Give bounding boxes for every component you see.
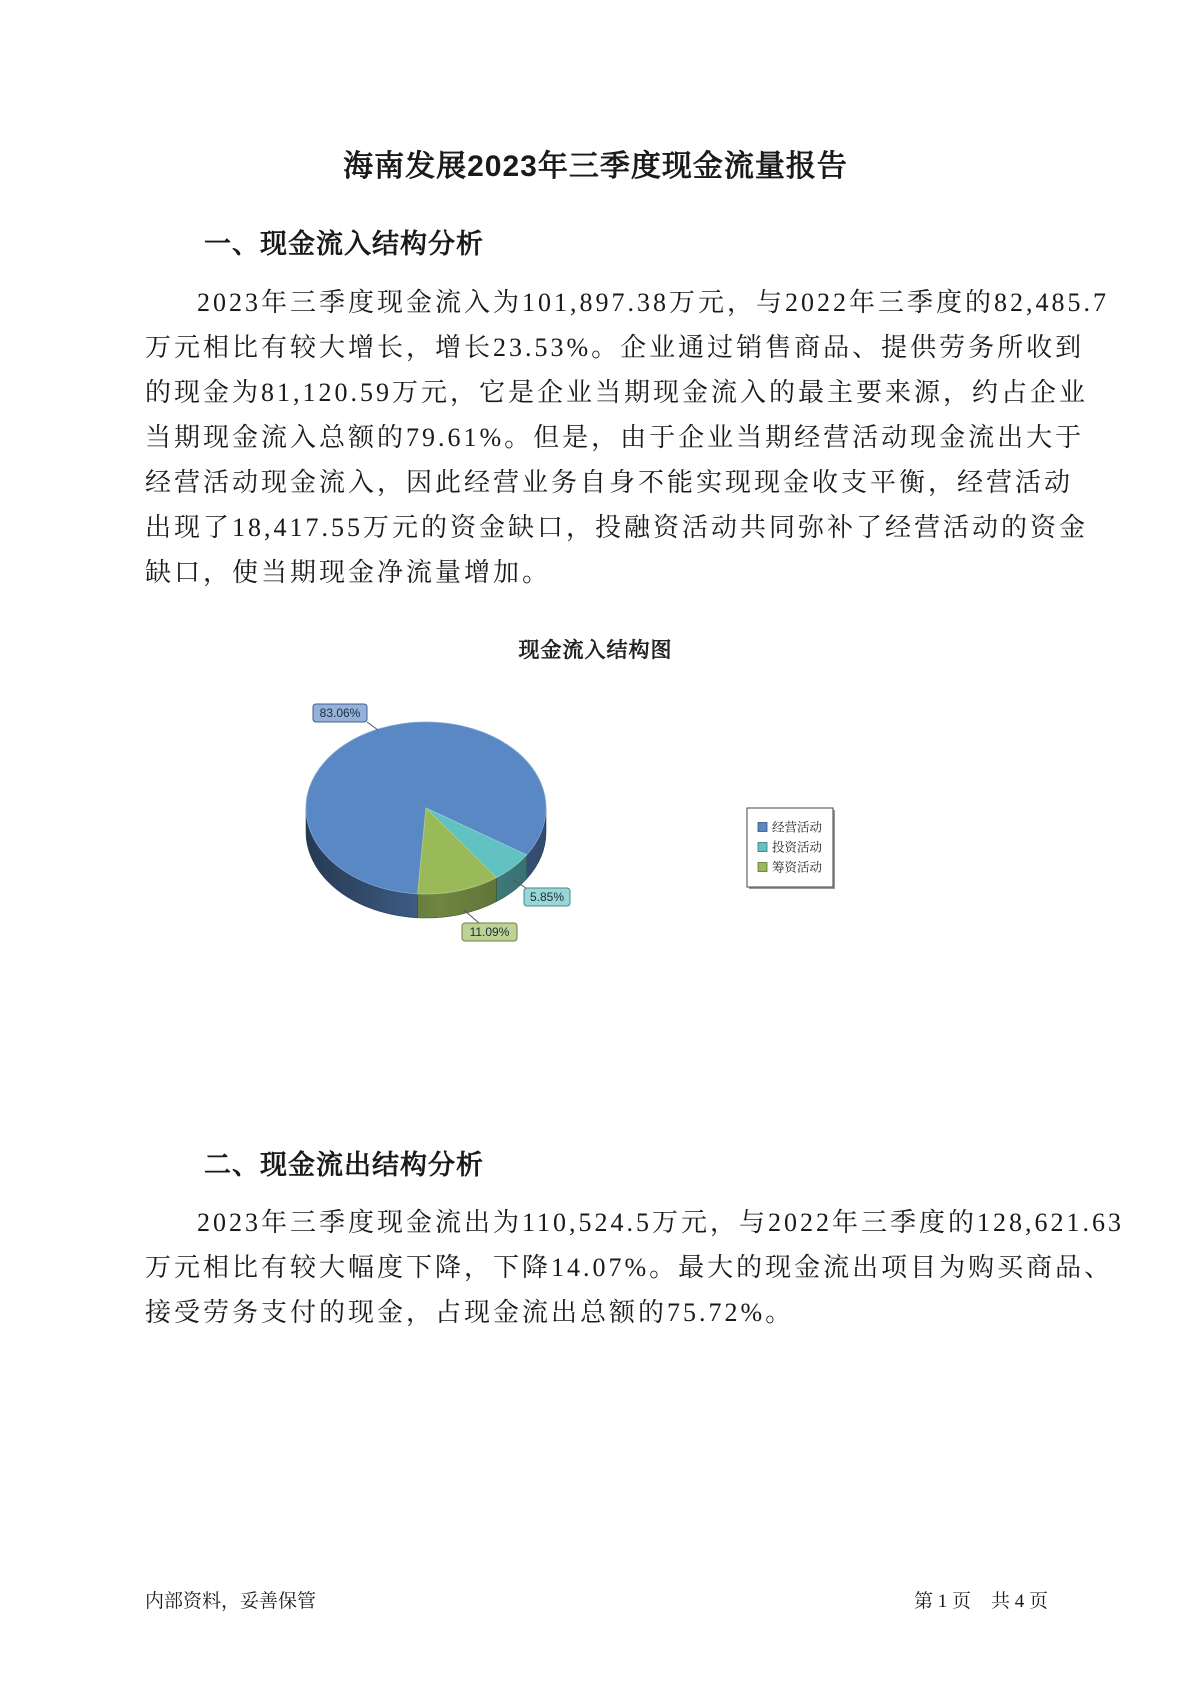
- paragraph-line: 出现了18,417.55万元的资金缺口，投融资活动共同弥补了经营活动的资金: [145, 513, 1089, 542]
- legend-swatch: [758, 823, 767, 832]
- data-label-leader: [367, 722, 378, 730]
- document-title: 海南发展2023年三季度现金流量报告: [343, 150, 848, 183]
- paragraph-inflow: [145, 280, 1109, 595]
- section-heading-inflow: 一、现金流入结构分析: [204, 229, 484, 259]
- data-label: 11.09%: [469, 925, 510, 940]
- chart-title: 现金流入结构图: [518, 638, 673, 662]
- legend-swatch: [758, 863, 767, 872]
- paragraph-line: 缺口，使当期现金净流量增加。: [145, 558, 552, 587]
- footer-note: 内部资料，妥善保管: [145, 1591, 317, 1612]
- paragraph-line: 2023年三季度现金流出为110,524.5万元，与2022年三季度的128,621.63: [197, 1208, 1125, 1237]
- paragraph-outflow: [145, 1200, 1124, 1335]
- paragraph-line: 万元相比有较大增长，增长23.53%。企业通过销售商品、提供劳务所收到: [145, 333, 1085, 362]
- legend-label: 投资活动: [772, 840, 823, 855]
- legend-label: 经营活动: [772, 820, 823, 835]
- legend-swatch: [758, 843, 767, 852]
- total-pages-label: 共 4 页: [990, 1591, 1048, 1612]
- paragraph-line: 经营活动现金流入，因此经营业务自身不能实现现金收支平衡，经营活动: [145, 468, 1074, 497]
- section-heading-outflow: 二、现金流出结构分析: [204, 1150, 484, 1180]
- paragraph-line: 万元相比有较大幅度下降，下降14.07%。最大的现金流出项目为购买商品、: [145, 1253, 1114, 1282]
- paragraph-line: 2023年三季度现金流入为101,897.38万元，与2022年三季度的82,485.7: [197, 288, 1110, 317]
- paragraph-line: 的现金为81,120.59万元，它是企业当期现金流入的最主要来源，约占企业: [145, 378, 1089, 407]
- data-label: 5.85%: [529, 890, 565, 905]
- current-page-label: 第 1 页: [913, 1591, 971, 1612]
- paragraph-line: 当期现金流入总额的79.61%。但是，由于企业当期经营活动现金流出大于: [145, 423, 1085, 452]
- data-label: 83.06%: [319, 706, 361, 721]
- legend-label: 筹资活动: [772, 860, 823, 875]
- pie-chart: [250, 680, 900, 970]
- page-number: [914, 1590, 1048, 1614]
- paragraph-line: 接受劳务支付的现金，占现金流出总额的75.72%。: [145, 1298, 795, 1327]
